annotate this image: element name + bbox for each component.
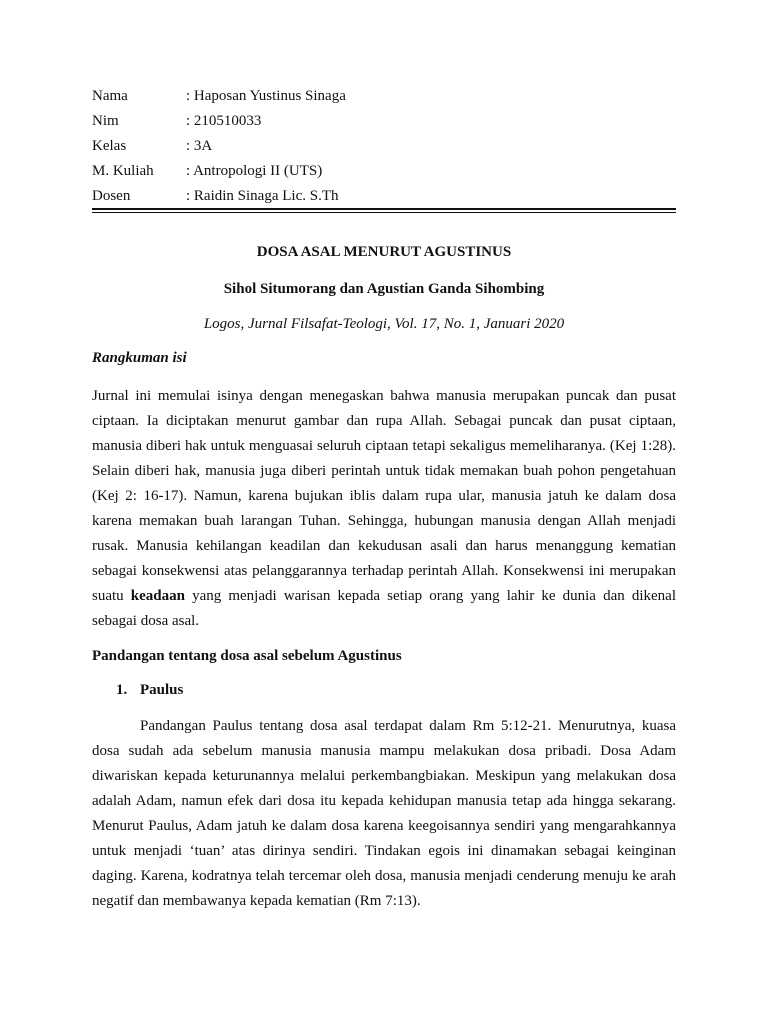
paragraph-bold-word: keadaan — [130, 588, 185, 604]
paulus-paragraph: Pandangan Paulus tentang dosa asal terdapat dalam Rm 5:12-21. Menurutnya, kuasa dosa sudah ada sebelum manusia manusia mampu melakukan dosa pribadi. Dosa Adam diwariskan kepada keturunannya melalui perkembangbiakan. Meskipun yang melakukan dosa adalah Adam, namun efek dari dosa itu kepada kehidupan manusia tetap ada hingga sekarang. Menurut Paulus, Adam jatuh ke dalam dosa karena keegoisannya sendiri yang mengarahkannya untuk menjadi ‘tuan’ atas dirinya sendiri. Tindakan egois ini dinamakan sebagai keinginan daging. Karena, kodratnya telah tercemar oleh dosa, manusia menjadi cenderung menuju ke arah negatif dan membawanya kepada kematian (Rm 7:13). — [92, 718, 676, 909]
list-label: Paulus — [140, 682, 184, 698]
journal-citation: Logos, Jurnal Filsafat-Teologi, Vol. 17, No. 1, Januari 2020 — [203, 316, 565, 332]
paragraph-text: Jurnal ini memulai isinya dengan menegaskan bahwa manusia merupakan puncak dan pusat ciptaan. Ia diciptakan menurut gambar dan rupa Allah. Sebagai puncak dan pusat ciptaan, manusia diberi hak untuk menguasai seluruh ciptaan tetapi sekaligus memeliharanya. (Kej 1:28). Selain diberi hak, manusia juga diberi perintah untuk tidak memakan buah pohon pengetahuan (Kej 2: 16-17). Namun, karena bujukan iblis dalam rupa ular, manusia jatuh ke dalam dosa karena memakan buah larangan Tuhan. Sehingga, hubungan manusia dengan Allah menjadi rusak. Manusia kehilangan keadilan dan kekudusan asali dan harus menanggung kematian sebagai konsekwensi atas pelanggarannya terhadap perintah Allah. Konsekwensi ini merupakan suatu — [92, 388, 676, 604]
document-title: DOSA ASAL MENURUT AGUSTINUS — [256, 244, 512, 260]
paragraph-text: yang menjadi warisan kepada setiap orang yang lahir ke dunia dan dikenal sebagai dosa asal. — [92, 588, 676, 629]
info-row-mata-kuliah — [92, 161, 676, 186]
student-info-table — [92, 86, 676, 211]
info-row-nim — [92, 111, 676, 136]
header-divider-thin — [92, 212, 676, 213]
info-label: Kelas — [92, 138, 127, 154]
info-label: M. Kuliah — [92, 163, 154, 179]
list-number: 1. — [116, 682, 128, 698]
header-divider-thick — [92, 208, 676, 210]
section-heading-rangkuman: Rangkuman isi — [92, 350, 187, 366]
document-authors: Sihol Situmorang dan Agustian Ganda Sihombing — [223, 281, 545, 297]
info-value: : 210510033 — [186, 113, 262, 129]
info-row-nama — [92, 86, 676, 111]
info-row-kelas — [92, 136, 676, 161]
list-item-paulus — [116, 682, 183, 699]
info-value: : Antropologi II (UTS) — [186, 163, 323, 179]
info-label: Dosen — [92, 188, 131, 204]
info-value: : Raidin Sinaga Lic. S.Th — [186, 188, 339, 204]
info-label: Nama — [92, 88, 128, 104]
section-heading-pandangan: Pandangan tentang dosa asal sebelum Agustinus — [92, 648, 402, 664]
summary-paragraph — [92, 384, 676, 634]
info-value: : Haposan Yustinus Sinaga — [186, 88, 346, 104]
info-label: Nim — [92, 113, 119, 129]
info-value: : 3A — [186, 138, 213, 154]
